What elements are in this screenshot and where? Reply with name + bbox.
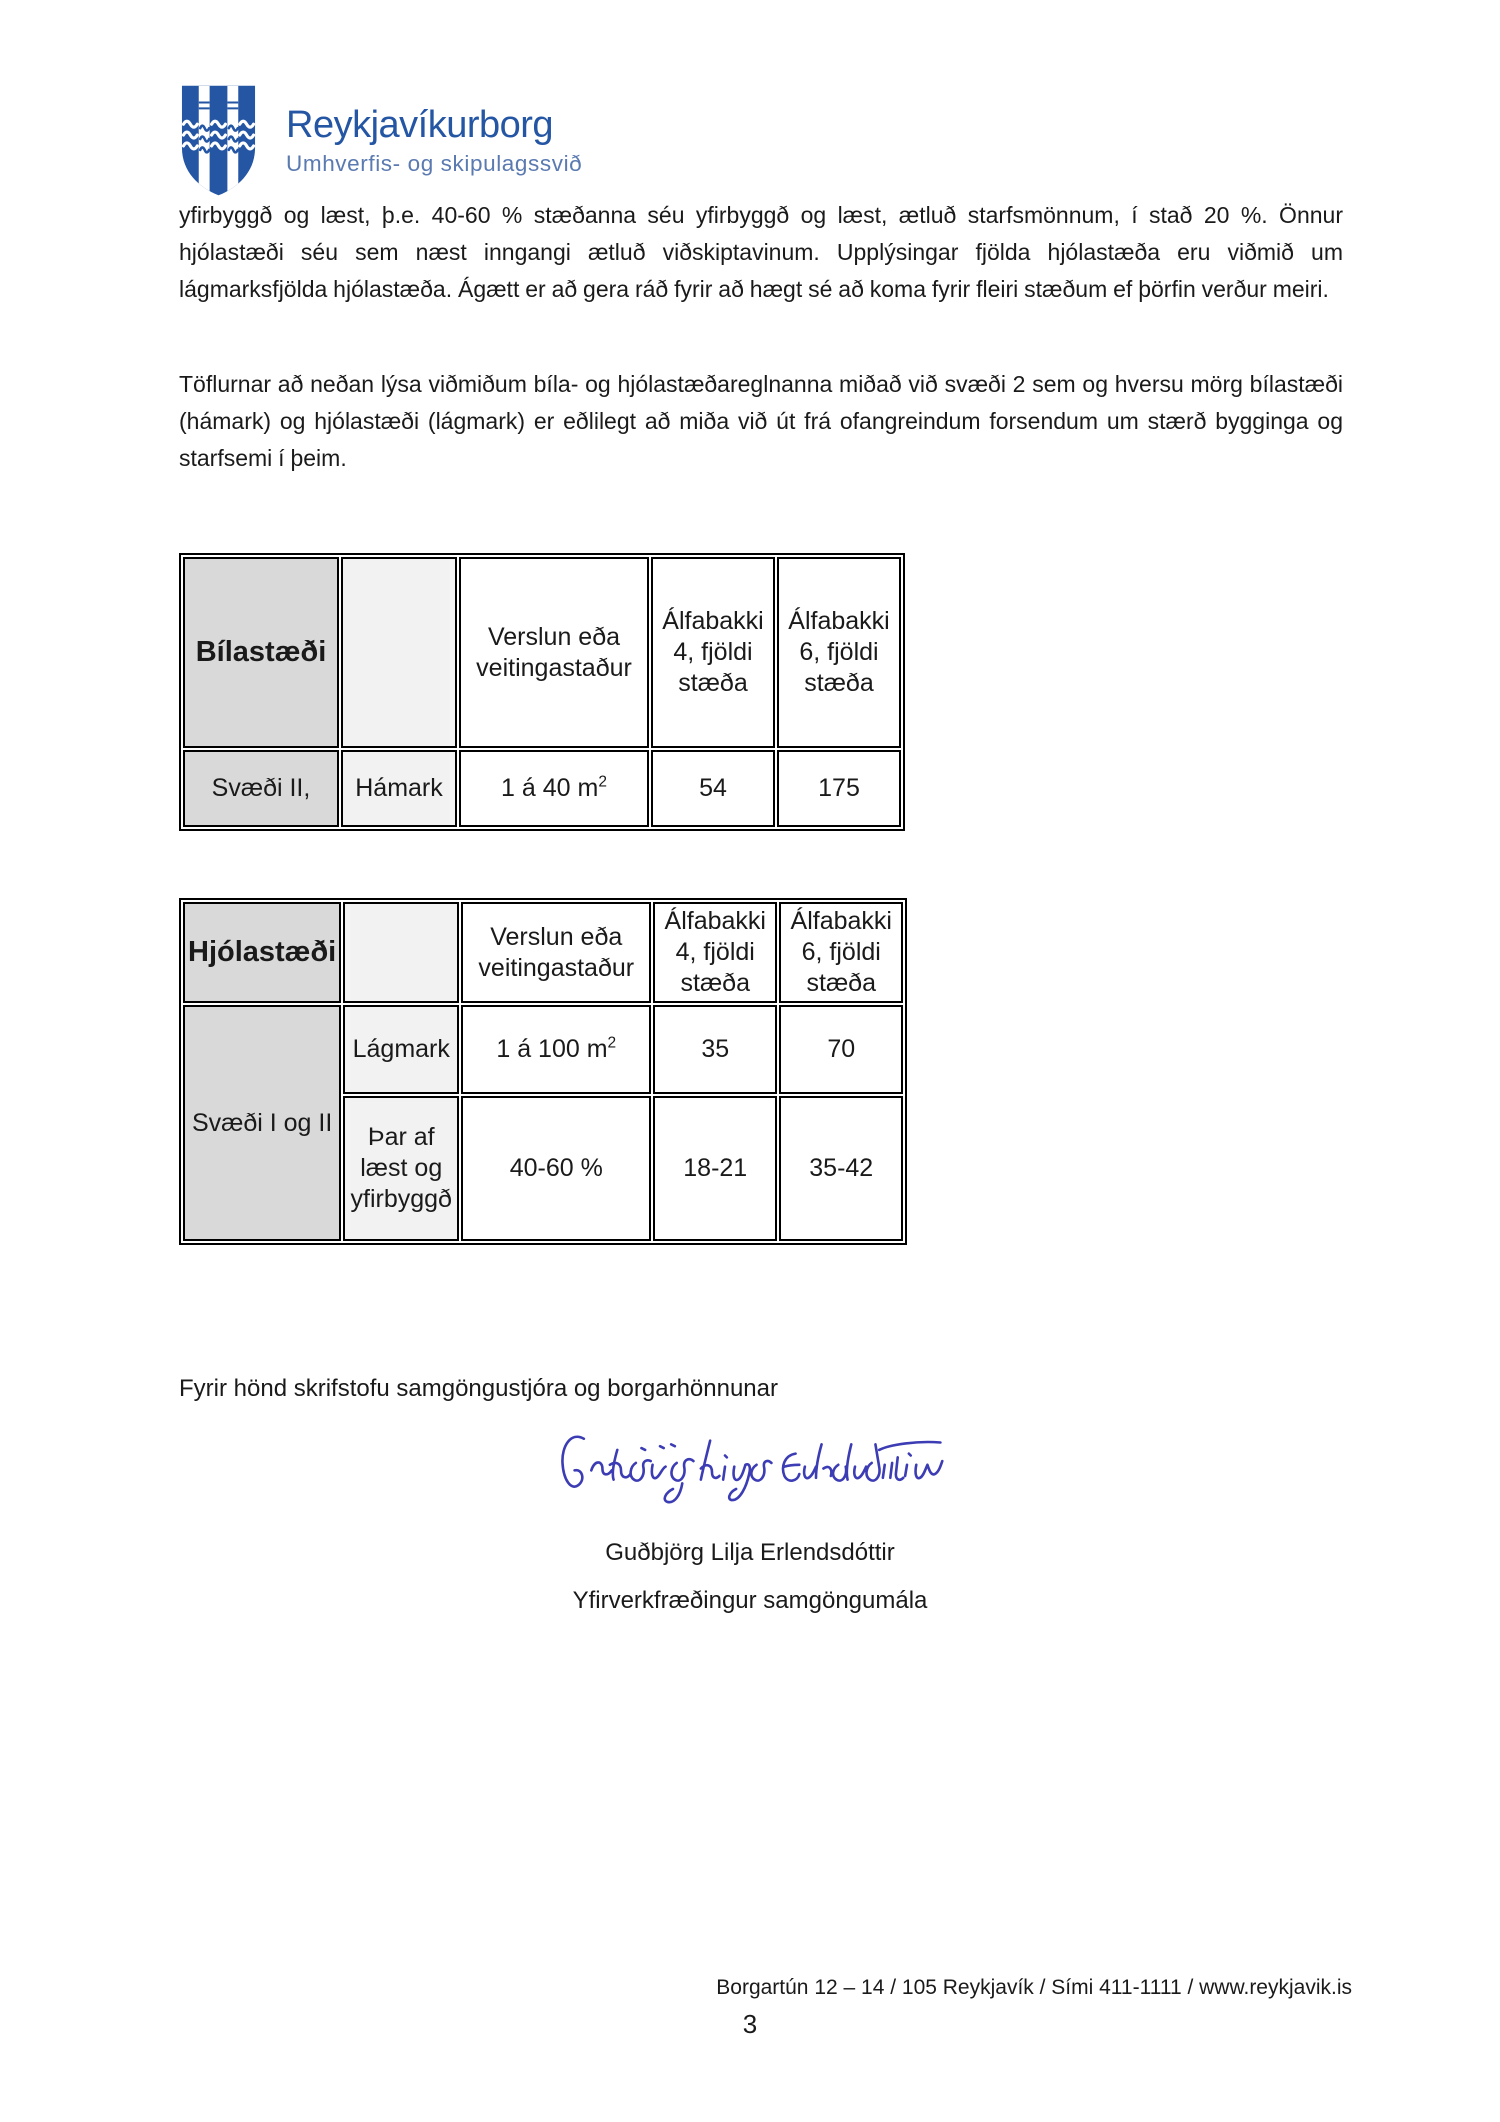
- signature: [556, 1421, 946, 1516]
- footer-address: Borgartún 12 – 14 / 105 Reykjavík / Sími 411-1111 / www.reykjavik.is: [716, 1976, 1352, 1999]
- reykjavik-coat-of-arms-icon: [179, 82, 258, 199]
- header-alfabakki4: Álfabakki 4, fjöldi stæða: [653, 902, 777, 1003]
- parking-spaces-table: [179, 553, 905, 831]
- cell-area: Svæði I og II: [183, 1005, 341, 1241]
- empty-header-cell: [341, 557, 457, 748]
- table-row: [183, 1005, 903, 1094]
- logo: [179, 82, 582, 199]
- table-row: [183, 750, 901, 827]
- header-alfabakki4: Álfabakki 4, fjöldi stæða: [651, 557, 775, 748]
- bike-spaces-table: [179, 898, 907, 1245]
- cell-area: Svæði II,: [183, 750, 339, 827]
- logo-dept-name: Umhverfis- og skipulagssvið: [286, 151, 583, 176]
- cell-alfabakki6-value: 70: [779, 1005, 903, 1094]
- table-title-cell: Hjólastæði: [183, 902, 341, 1003]
- cell-alfabakki4-value: 18-21: [653, 1096, 777, 1241]
- cell-rate: 40-60 %: [461, 1096, 651, 1241]
- on-behalf-line: Fyrir hönd skrifstofu samgöngustjóra og borgarhönnunar: [179, 1375, 778, 1402]
- paragraph-bike-parking-rules: yfirbyggð og læst, þ.e. 40-60 % stæðanna séu yfirbyggð og læst, ætluð starfsmönnum, í stað 20 %. Önnur hjólastæði séu sem næst inngangi ætluð viðskiptavinum. Upplýsingar fjölda hjólastæða eru viðmið um lágmarksfjölda hjólastæða. Ágætt er að gera ráð fyrir að hægt sé að koma fyrir fleiri stæðum ef þörfin verður meiri.: [179, 202, 1343, 302]
- cell-rate: [459, 750, 649, 827]
- signer-title: Yfirverkfræðingur samgöngumála: [572, 1587, 928, 1614]
- rate-base: 1 á 100 m: [496, 1035, 608, 1063]
- cell-alfabakki6-value: 175: [777, 750, 901, 827]
- table-title-cell: Bílastæði: [183, 557, 339, 748]
- header-alfabakki6: Álfabakki 6, fjöldi stæða: [779, 902, 903, 1003]
- cell-limit: Þar af læst og yfirbyggð: [343, 1096, 459, 1241]
- signer-name: Guðbjörg Lilja Erlendsdóttir: [605, 1539, 895, 1566]
- rate-superscript: 2: [607, 1034, 617, 1052]
- empty-header-cell: [343, 902, 459, 1003]
- cell-limit: Lágmark: [343, 1005, 459, 1094]
- handwritten-signature-icon: [556, 1421, 946, 1516]
- cell-alfabakki4-value: 35: [653, 1005, 777, 1094]
- cell-alfabakki6-value: 35-42: [779, 1096, 903, 1241]
- rate-base: 1 á 40 m: [501, 774, 599, 802]
- cell-alfabakki4-value: 54: [651, 750, 775, 827]
- table-header-row: [183, 902, 903, 1003]
- table-header-row: [183, 557, 901, 748]
- header-alfabakki6: Álfabakki 6, fjöldi stæða: [777, 557, 901, 748]
- header-usage: Verslun eða veitingastaður: [461, 902, 651, 1003]
- rate-superscript: 2: [598, 773, 607, 791]
- logo-org-name: Reykjavíkurborg: [286, 104, 554, 146]
- cell-limit: Hámark: [341, 750, 457, 827]
- cell-rate: [461, 1005, 651, 1094]
- page-number: 3: [742, 2009, 758, 2039]
- paragraph-tables-intro: Töflurnar að neðan lýsa viðmiðum bíla- og hjólastæðareglnanna miðað við svæði 2 sem og hversu mörg bílastæði (hámark) og hjólastæði (lágmark) er eðlilegt að miða við út frá ofangreindum forsendum um stærð bygginga og starfsemi í þeim.: [179, 371, 1343, 471]
- logo-text: [286, 104, 582, 177]
- header-usage: Verslun eða veitingastaður: [459, 557, 649, 748]
